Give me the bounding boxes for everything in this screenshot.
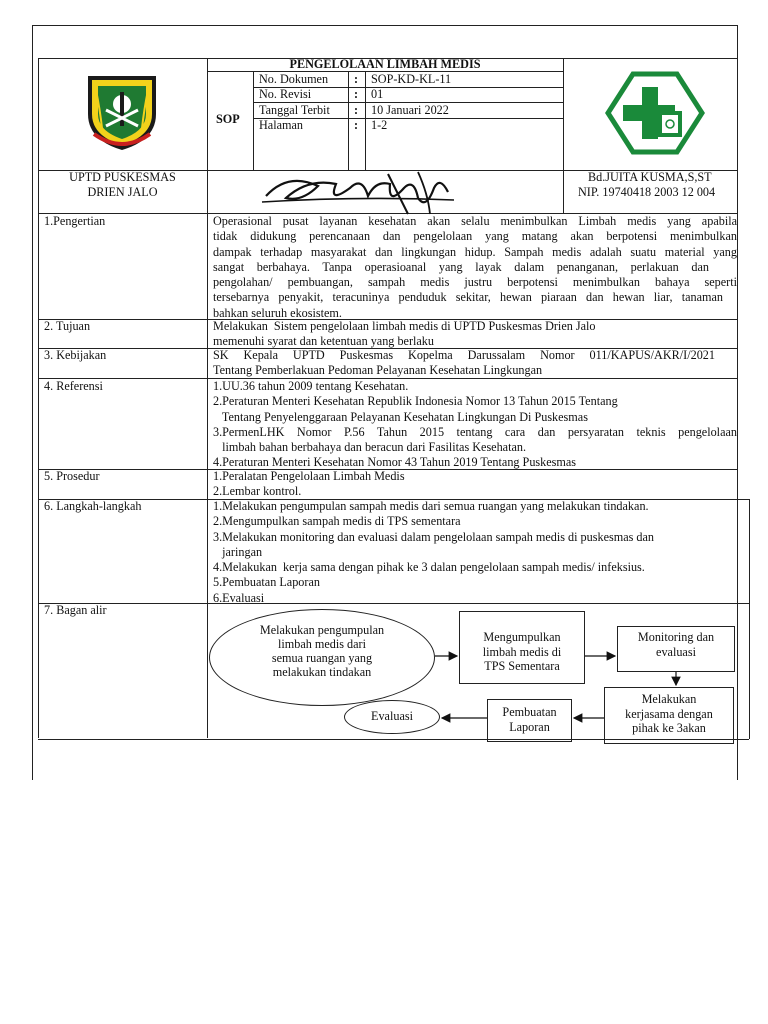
node-text: semua ruangan yang <box>271 651 373 665</box>
text-line: SK Kepala UPTD Puskesmas Kopelma Darussalam Nomor 011/KAPUS/AKR/I/2021 <box>213 348 715 362</box>
org-name-line1: UPTD PUSKESMAS <box>69 170 176 184</box>
text-line: pengolahan/ pembuangan, sampah medis justru berpotensi menimbulkan bahaya seperti <box>213 275 737 290</box>
text-line: 4.Melakukan kerja sama dengan pihak ke 3 dalan pengelolaan sampah medis/ infeksius. <box>213 560 645 575</box>
sop-label: SOP <box>216 112 240 126</box>
field-value-tanggal: 10 Januari 2022 <box>371 103 449 117</box>
field-value-halaman: 1-2 <box>371 118 388 132</box>
label-referensi: 4. Referensi <box>44 379 103 393</box>
document-title: PENGELOLAAN LIMBAH MEDIS <box>289 57 481 71</box>
label-prosedur: 5. Prosedur <box>44 469 100 483</box>
field-sep: : <box>354 87 359 101</box>
label-pengertian: 1.Pengertian <box>44 214 106 228</box>
node-text: Mengumpulkan <box>483 630 561 644</box>
text-line: 2.Lembar kontrol. <box>213 484 302 499</box>
field-label-no-revisi: No. Revisi <box>259 87 312 101</box>
text-line: Melakukan Sistem pengelolaan limbah medis di UPTD Puskesmas Drien Jalo <box>213 319 596 333</box>
node-text: limbah medis dari <box>277 637 366 651</box>
label-langkah: 6. Langkah-langkah <box>44 499 142 513</box>
label-kebijakan: 3. Kebijakan <box>44 348 107 362</box>
text-line: 1.Peralatan Pengelolaan Limbah Medis <box>213 469 405 483</box>
node-text: melakukan tindakan <box>272 665 372 679</box>
signer-nip: NIP. 19740418 2003 12 004 <box>578 185 716 199</box>
label-tujuan: 2. Tujuan <box>44 319 91 333</box>
node-text: kerjasama dengan <box>625 706 713 721</box>
node-text: pihak ke 3akan <box>632 721 706 735</box>
field-value-no-revisi: 01 <box>371 87 384 101</box>
field-label-halaman: Halaman <box>259 118 303 132</box>
node-text: Laporan <box>509 719 550 734</box>
text-line: 2.Peraturan Menteri Kesehatan Republik Indonesia Nomor 13 Tahun 2015 Tentang <box>213 394 618 409</box>
text-line: bahkan seluruh ekosistem. <box>213 305 342 320</box>
text-line: limbah bahan berbahaya dan beracun dari Fasilitas Kesehatan. <box>213 440 527 455</box>
text-line: jaringan <box>213 544 263 559</box>
text-line: 1.UU.36 tahun 2009 tentang Kesehatan. <box>213 379 409 393</box>
field-label-tanggal: Tanggal Terbit <box>259 103 330 117</box>
text-line: Tentang Penyelenggaraan Pelayanan Kesehatan Lingkungan Di Puskesmas <box>213 409 588 424</box>
text-line: sangat berbahaya. Tanpa operasioanal yang layak dalam penanganan, perlakuan dan <box>213 259 709 274</box>
node-text: Monitoring dan <box>637 630 715 644</box>
node-text: Evaluasi <box>371 709 413 723</box>
text-line: tersebarnya penyakit, teracuninya penduduk sekitar, hewan piaraan dan hewan liar, tanaman <box>213 290 723 305</box>
text-line: tidak didukung perencanaan dan pengelolaan yang matang akan berpotensi menimbulkan <box>213 229 737 244</box>
field-sep: : <box>354 103 359 117</box>
field-sep: : <box>354 118 359 132</box>
node-text: evaluasi <box>656 644 696 659</box>
text-line: 6.Evaluasi <box>213 590 265 605</box>
org-name-line2: DRIEN JALO <box>87 185 158 199</box>
text-line: 5.Pembuatan Laporan <box>213 575 320 590</box>
node-text: TPS Sementara <box>484 659 560 673</box>
signer-name: Bd.JUITA KUSMA,S,ST <box>588 170 712 184</box>
text-line: dampak terhadap masyarakat dan lingkungan hidup. Sampah medis adalah suatu material yang <box>213 244 737 259</box>
node-text: Melakukan pengumpulan <box>259 623 385 637</box>
text-line: Tentang Pemberlakuan Pedoman Pelayanan Kesehatan Lingkungan <box>213 363 543 378</box>
text-line: 2.Mengumpulkan sampah medis di TPS sementara <box>213 514 461 529</box>
text-line: Operasional pusat layanan kesehatan akan selalu menimbulkan Limbah medis yang apabila <box>213 214 737 228</box>
field-label-no-dokumen: No. Dokumen <box>259 72 329 86</box>
text-line: 3.PermenLHK Nomor P.56 Tahun 2015 tentang cara dan persyaratan teknis pengelolaan <box>213 424 737 439</box>
text-line: 3.Melakukan monitoring dan evaluasi dalam pengelolaan sampah medis di puskesmas dan <box>213 529 655 544</box>
node-text: limbah medis di <box>482 644 562 659</box>
field-value-no-dokumen: SOP-KD-KL-11 <box>371 72 452 86</box>
field-sep: : <box>354 72 359 86</box>
node-text: Pembuatan <box>502 705 557 719</box>
text-line: 1.Melakukan pengumpulan sampah medis dari semua ruangan yang melakukan tindakan. <box>213 499 649 513</box>
node-text: Melakukan <box>641 692 697 706</box>
text-line: memenuhi syarat dan ketentuan yang berlaku <box>213 334 434 349</box>
text-line: 4.Peraturan Menteri Kesehatan Nomor 43 Tahun 2019 Tentang Puskesmas <box>213 455 577 470</box>
label-bagan: 7. Bagan alir <box>44 603 107 617</box>
